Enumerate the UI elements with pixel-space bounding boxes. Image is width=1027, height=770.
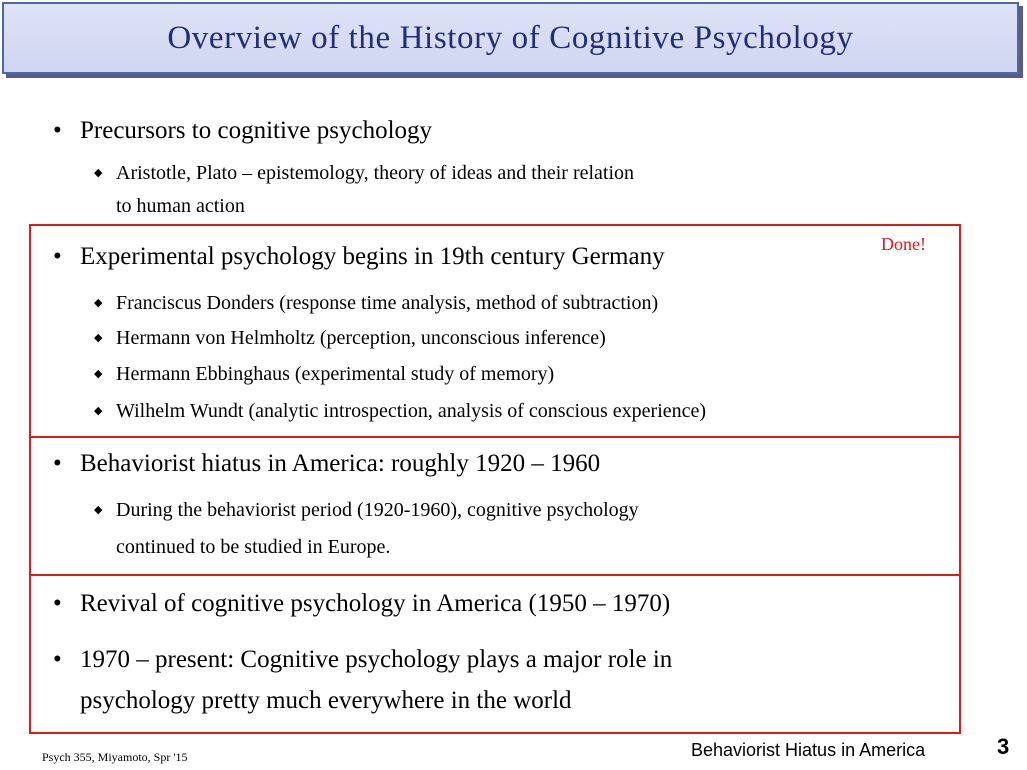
footer-section-title: Behaviorist Hiatus in America — [691, 740, 926, 760]
slide-title: Overview of the History of Cognitive Psychology — [167, 19, 854, 56]
diamond-bullet-icon: ◆ — [94, 504, 103, 516]
footer-course-info: Psych 355, Miyamoto, Spr '15 — [42, 750, 188, 764]
precursors-item-continuation: to human action — [116, 195, 245, 217]
behaviorist-item: During the behaviorist period (1920-1960), cognitive psychology — [116, 499, 639, 521]
experimental-item-helmholtz: Hermann von Helmholtz (perception, unconscious inference) — [116, 327, 606, 349]
experimental-item-ebbinghaus: Hermann Ebbinghaus (experimental study of memory) — [116, 363, 555, 385]
diamond-bullet-icon: ◆ — [94, 297, 103, 309]
bullet-icon: • — [53, 117, 62, 144]
experimental-item-wundt: Wilhelm Wundt (analytic introspection, analysis of conscious experience) — [116, 400, 707, 422]
precursors-heading: Precursors to cognitive psychology — [80, 117, 433, 144]
bullet-icon: • — [53, 243, 62, 270]
behaviorist-heading: Behaviorist hiatus in America: roughly 1920 – 1960 — [80, 450, 601, 477]
present-line-1: 1970 – present: Cognitive psychology plays a major role in — [80, 646, 673, 673]
precursors-item: Aristotle, Plato – epistemology, theory of ideas and their relation — [116, 162, 635, 184]
page-number: 3 — [997, 734, 1010, 759]
revival-heading: Revival of cognitive psychology in America (1950 – 1970) — [80, 590, 671, 617]
bullet-icon: • — [53, 590, 62, 617]
diamond-bullet-icon: ◆ — [94, 368, 103, 380]
experimental-item-donders: Franciscus Donders (response time analysis, method of subtraction) — [116, 292, 659, 314]
present-line-2: psychology pretty much everywhere in the world — [80, 687, 572, 714]
done-badge: Done! — [881, 234, 926, 254]
diamond-bullet-icon: ◆ — [94, 332, 103, 344]
bullet-icon: • — [53, 450, 62, 477]
diamond-bullet-icon: ◆ — [94, 167, 103, 179]
diamond-bullet-icon: ◆ — [94, 405, 103, 417]
experimental-heading: Experimental psychology begins in 19th century Germany — [80, 243, 665, 270]
title-banner — [2, 2, 1019, 74]
bullet-icon: • — [53, 646, 62, 673]
behaviorist-item-continuation: continued to be studied in Europe. — [116, 536, 391, 558]
